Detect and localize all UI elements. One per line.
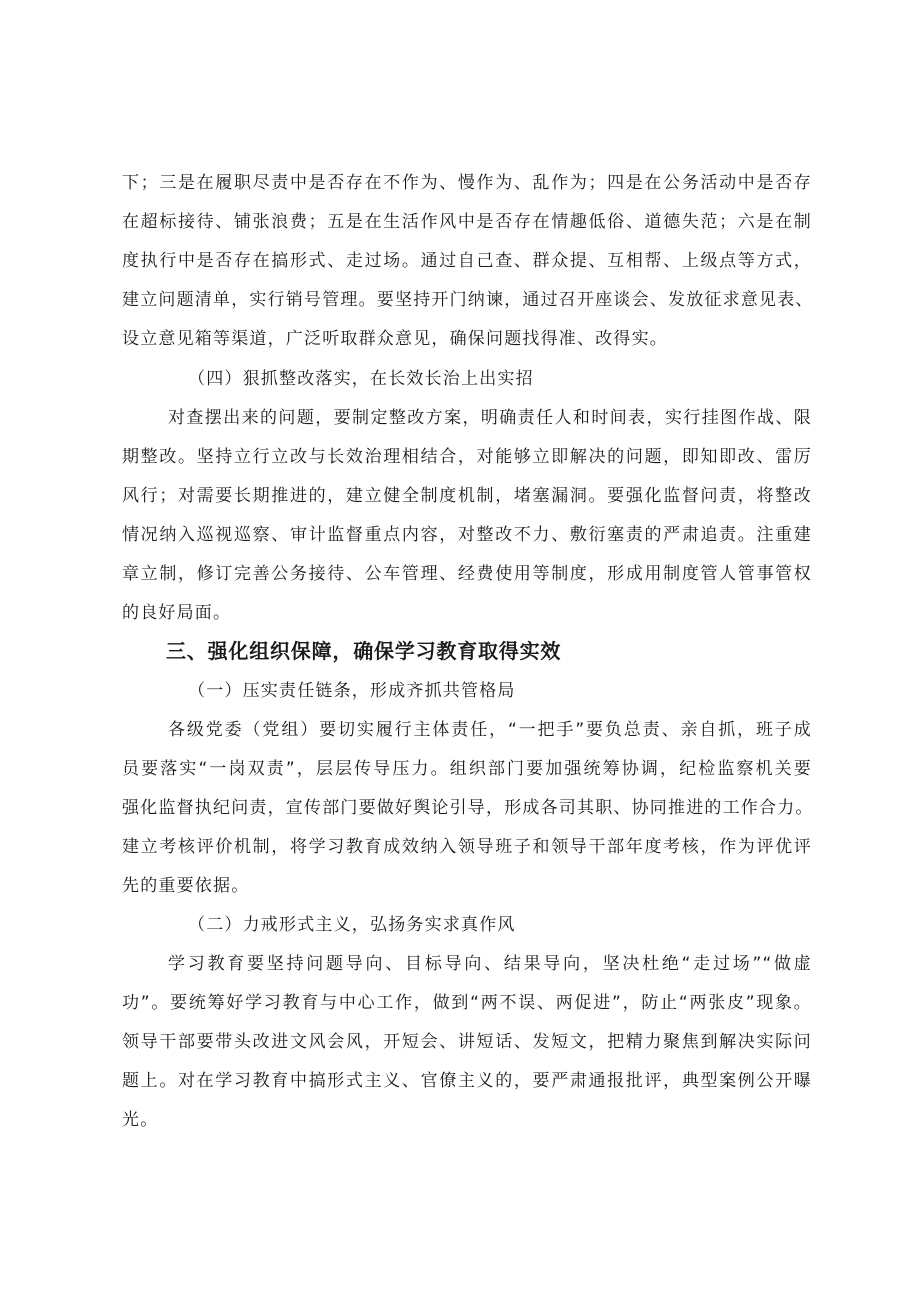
paragraph-line: 各级党委（党组）要切实履行主体责任，“一把手”要负总责、亲自抓，班子成 <box>168 720 812 740</box>
paragraph-line: 题上。对在学习教育中搞形式主义、官僚主义的，要严肃通报批评，典型案例公开曝 <box>122 1071 812 1091</box>
paragraph-line: 强化监督执纪问责，宣传部门要做好舆论引导，形成各司其职、协同推进的工作合力。 <box>122 798 814 818</box>
paragraph-line: 领导干部要带头改进文风会风，开短会、讲短话、发短文，把精力聚焦到解决实际问 <box>122 1032 812 1052</box>
paragraph-line: 的良好局面。 <box>122 603 232 623</box>
section-heading-3: 三、强化组织保障，确保学习教育取得实效 <box>166 639 562 663</box>
paragraph-line: 功”。要统筹好学习教育与中心工作，做到“两不误、两促进”，防止“两张皮”现象。 <box>122 993 812 1013</box>
paragraph-line: 建立问题清单，实行销号管理。要坚持开门纳谏，通过召开座谈会、发放征求意见表、 <box>122 290 814 310</box>
paragraph-line: 在超标接待、铺张浪费；五是在生活作风中是否存在情趣低俗、道德失范；六是在制 <box>122 212 812 232</box>
paragraph-line: 设立意见箱等渠道，广泛听取群众意见，确保问题找得准、改得实。 <box>122 329 668 349</box>
paragraph-line: 风行；对需要长期推进的，建立健全制度机制，堵塞漏洞。要强化监督问责，将整改 <box>122 486 812 506</box>
paragraph-line: 光。 <box>122 1110 159 1130</box>
paragraph-line: 情况纳入巡视巡察、审计监督重点内容，对整改不力、敷衍塞责的严肃追责。注重建 <box>122 525 812 545</box>
paragraph-line: 学习教育要坚持问题导向、目标导向、结果导向，坚决杜绝“走过场”“做虚 <box>168 954 812 974</box>
subheading-1: （一）压实责任链条，形成齐抓共管格局 <box>188 681 516 701</box>
paragraph-line: 度执行中是否存在搞形式、走过场。通过自己查、群众提、互相帮、上级点等方式， <box>122 251 812 271</box>
subheading-2: （二）力戒形式主义，弘扬务实求真作风 <box>188 915 516 935</box>
paragraph-line: 员要落实“一岗双责”，层层传导压力。组织部门要加强统筹协调，纪检监察机关要 <box>122 759 812 779</box>
subheading-4: （四）狠抓整改落实，在长效长治上出实招 <box>188 369 534 389</box>
paragraph-line: 建立考核评价机制，将学习教育成效纳入领导班子和领导干部年度考核，作为评优评 <box>122 837 812 857</box>
paragraph-line: 期整改。坚持立行立改与长效治理相结合，对能够立即解决的问题，即知即改、雷厉 <box>122 447 812 467</box>
paragraph-line: 下；三是在履职尽责中是否存在不作为、慢作为、乱作为；四是在公务活动中是否存 <box>122 173 812 193</box>
paragraph-line: 对查摆出来的问题，要制定整改方案，明确责任人和时间表，实行挂图作战、限 <box>168 408 812 428</box>
paragraph-line: 先的重要依据。 <box>122 876 250 896</box>
paragraph-line: 章立制，修订完善公务接待、公车管理、经费使用等制度，形成用制度管人管事管权 <box>122 564 812 584</box>
